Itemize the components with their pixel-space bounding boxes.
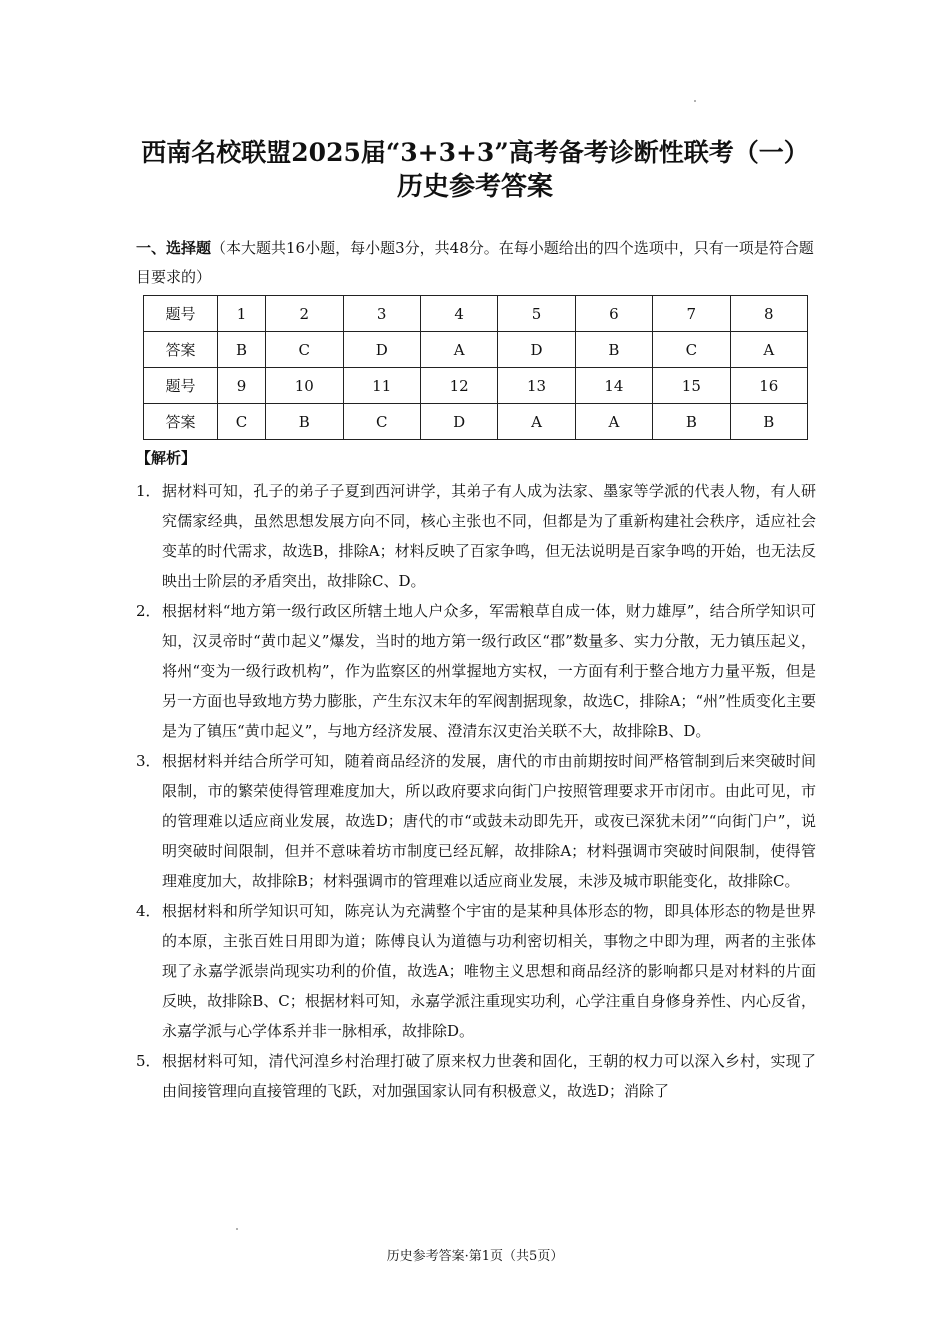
answer-table-cell: A [498, 404, 575, 440]
answer-table-cell: B [653, 404, 730, 440]
page-title: 西南名校联盟2025届“3+3+3”高考备考诊断性联考（一） [141, 138, 809, 167]
answer-table-row [144, 404, 808, 440]
analysis-label: 【解析】 [136, 449, 197, 467]
answer-table-cell: 9 [218, 368, 266, 404]
answer-table-row-header: 题号 [144, 296, 218, 332]
analysis-item-text: 据材料可知，孔子的弟子子夏到西河讲学，其弟子有人成为法家、墨家等学派的代表人物，有人研究儒家经典，虽然思想发展方向不同，核心主张也不同，但都是为了重新构建社会秩序，适应社会变革的时代需求，故选B，排除A；材料反映了百家争鸣，但无法说明是百家争鸣的开始，也无法反映出士阶层的矛盾突出，故排除C、D。 [162, 482, 816, 590]
answer-table-row-header: 答案 [144, 332, 218, 368]
answer-table-cell: C [343, 404, 420, 440]
answer-table-cell: A [420, 332, 497, 368]
analysis-item [136, 896, 816, 1046]
answer-table-cell: B [266, 404, 343, 440]
answer-table-cell: 15 [653, 368, 730, 404]
answer-table-cell: 11 [343, 368, 420, 404]
analysis-item-number: 5． [136, 1052, 161, 1070]
answer-table-cell: 13 [498, 368, 575, 404]
section-description: （本大题共16小题，每小题3分，共48分。在每小题给出的四个选项中，只有一项是符合题目要求的） [136, 239, 814, 286]
analysis-item-text: 根据材料并结合所学可知，随着商品经济的发展，唐代的市由前期按时间严格管制到后来突破时间限制，市的繁荣使得管理难度加大，所以政府要求向街门户按照管理要求开市闭市。由此可见，市的管理难以适应商业发展，故选D；唐代的市“或鼓未动即先开，或夜已深犹未闭”“向街门户”，说明突破时间限制，但并不意味着坊市制度已经瓦解，故排除A；材料强调市突破时间限制，使得管理难度加大，故排除B；材料强调市的管理难以适应商业发展，未涉及城市职能变化，故排除C。 [162, 752, 816, 890]
answer-table-cell: C [653, 332, 730, 368]
answer-table-row-header: 答案 [144, 404, 218, 440]
answer-table-cell: B [575, 332, 652, 368]
answer-table-cell: A [730, 332, 807, 368]
analysis-item-number: 4． [136, 902, 161, 920]
answer-table-cell: D [420, 404, 497, 440]
answer-table-cell: 16 [730, 368, 807, 404]
answer-table-row [144, 296, 808, 332]
section-heading: 一、选择题 [136, 239, 212, 257]
answer-table-row [144, 332, 808, 368]
section-choice-intro [136, 234, 816, 292]
answer-table-cell: B [730, 404, 807, 440]
analysis-item [136, 1046, 816, 1106]
analysis-list [136, 476, 816, 1106]
answer-table-cell: C [266, 332, 343, 368]
answer-table-cell: 2 [266, 296, 343, 332]
page-footer: 历史参考答案·第1页（共5页） [386, 1249, 564, 1264]
answer-table-cell: C [218, 404, 266, 440]
answer-table-cell: 3 [343, 296, 420, 332]
answer-table-cell: 7 [653, 296, 730, 332]
answer-table-cell: 10 [266, 368, 343, 404]
analysis-item [136, 476, 816, 596]
analysis-item-text: 根据材料“地方第一级行政区所辖土地人户众多，军需粮草自成一体，财力雄厚”，结合所学知识可知，汉灵帝时“黄巾起义”爆发，当时的地方第一级行政区“郡”数量多、实力分散，无力镇压起义，将州“变为一级行政机构”，作为监察区的州掌握地方实权，一方面有利于整合地方力量平叛，但是另一方面也导致地方势力膨胀，产生东汉末年的军阀割据现象，故选C，排除A；“州”性质变化主要是为了镇压“黄巾起义”，与地方经济发展、澄清东汉吏治关联不大，故排除B、D。 [162, 602, 816, 740]
analysis-item-number: 2． [136, 602, 161, 620]
answer-table-cell: 5 [498, 296, 575, 332]
answer-table-row [144, 368, 808, 404]
analysis-item-text: 根据材料可知，清代河湟乡村治理打破了原来权力世袭和固化，王朝的权力可以深入乡村，实现了由间接管理向直接管理的飞跃，对加强国家认同有积极意义，故选D；消除了 [162, 1052, 816, 1100]
analysis-item-number: 3． [136, 752, 161, 770]
answer-table-cell: 8 [730, 296, 807, 332]
scan-dot [236, 1228, 238, 1230]
analysis-item-number: 1． [136, 482, 161, 500]
answer-table-cell: 12 [420, 368, 497, 404]
analysis-item [136, 596, 816, 746]
answer-table-cell: D [343, 332, 420, 368]
answer-table-cell: 1 [218, 296, 266, 332]
scan-dot [694, 100, 696, 102]
answer-table-cell: 6 [575, 296, 652, 332]
answer-table-cell: 14 [575, 368, 652, 404]
answer-table-cell: B [218, 332, 266, 368]
answer-table [143, 295, 808, 440]
analysis-item [136, 746, 816, 896]
answer-table-cell: D [498, 332, 575, 368]
page-subtitle: 历史参考答案 [396, 172, 553, 202]
answer-table-cell: 4 [420, 296, 497, 332]
answer-table-cell: A [575, 404, 652, 440]
analysis-item-text: 根据材料和所学知识可知，陈亮认为充满整个宇宙的是某种具体形态的物，即具体形态的物是世界的本原，主张百姓日用即为道；陈傅良认为道德与功利密切相关，事物之中即为理，两者的主张体现了永嘉学派崇尚现实功利的价值，故选A；唯物主义思想和商品经济的影响都只是对材料的片面反映，故排除B、C；根据材料可知，永嘉学派注重现实功利，心学注重自身修身养性、内心反省，永嘉学派与心学体系并非一脉相承，故排除D。 [162, 902, 816, 1040]
answer-table-row-header: 题号 [144, 368, 218, 404]
